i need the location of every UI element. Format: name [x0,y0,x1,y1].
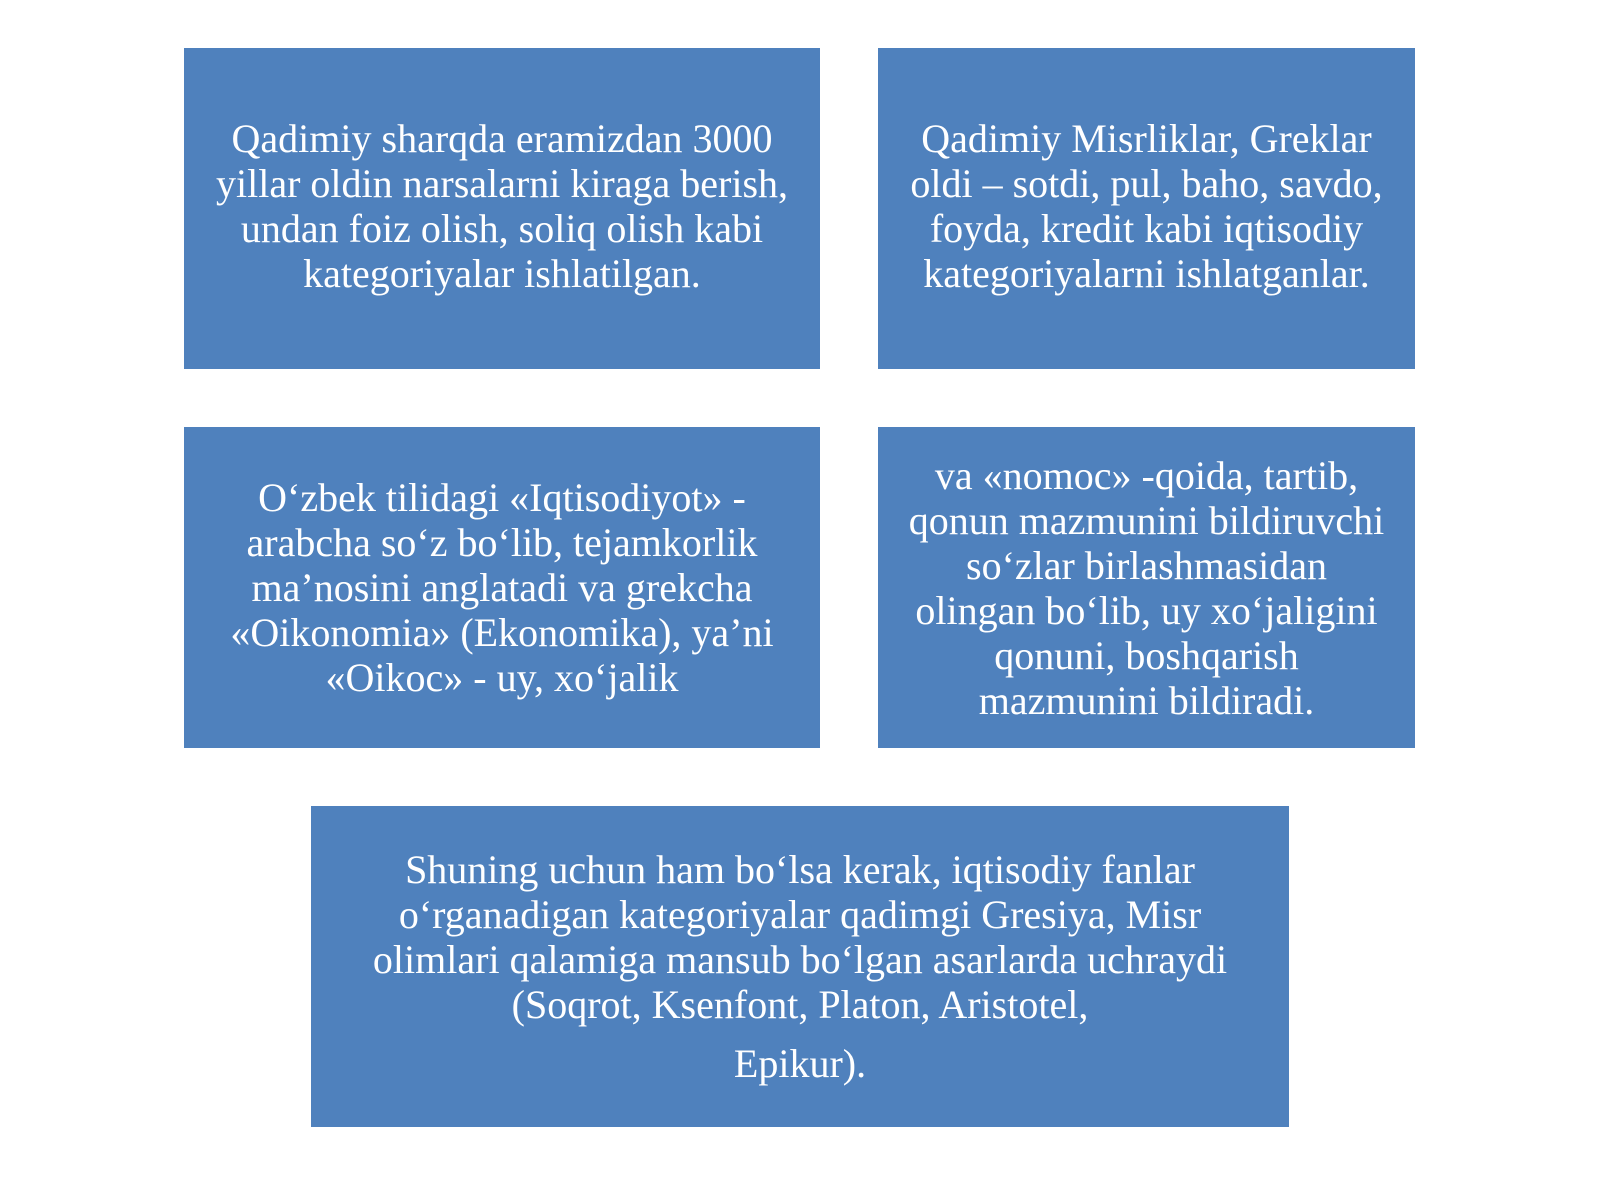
text-box-ancient-east-text: Qadimiy sharqda eramizdan 3000 yillar oldin narsalarni kiraga berish, undan foiz olish, soliq olish kabi kategoriyalar ishlatilgan. [215,115,789,296]
text-box-nomoc-meaning [878,427,1415,748]
text-box-ancient-scholars-extra: Epikur). [733,1041,867,1086]
text-box-ancient-scholars [311,806,1289,1127]
text-box-egyptians-greeks [878,48,1415,369]
text-box-egyptians-greeks-text: Qadimiy Misrliklar, Greklar oldi – sotdi, pul, baho, savdo, foyda, kredit kabi iqtisodiy kategoriyalarni ishlatganlar. [910,115,1383,296]
text-box-nomoc-meaning-text: va «nomoc» -qoida, tartib, qonun mazmunini bildiruvchi so‘zlar birlashmasidan olingan bo‘lib, uy xo‘jaligini qonuni, boshqarish mazmunini bildiradi. [908,452,1385,723]
text-box-ancient-east [184,48,820,369]
text-box-iqtisodiyot-etymology-text: O‘zbek tilidagi «Iqtisodiyot» - arabcha so‘z bo‘lib, tejamkorlik ma’nosini anglatadi va grekcha «Oikonomia» (Ekonomika), ya’ni «Oikoc» - uy, xo‘jalik [230,475,774,700]
text-box-ancient-scholars-text: Shuning uchun ham bo‘lsa kerak, iqtisodiy fanlar o‘rganadigan kategoriyalar qadimgi Gresiya, Misr olimlari qalamiga mansub bo‘lgan asarlarda uchraydi (Soqrot, Ksenfont, Platon, Aristotel, [372,847,1228,1027]
text-box-iqtisodiyot-etymology [184,427,820,748]
